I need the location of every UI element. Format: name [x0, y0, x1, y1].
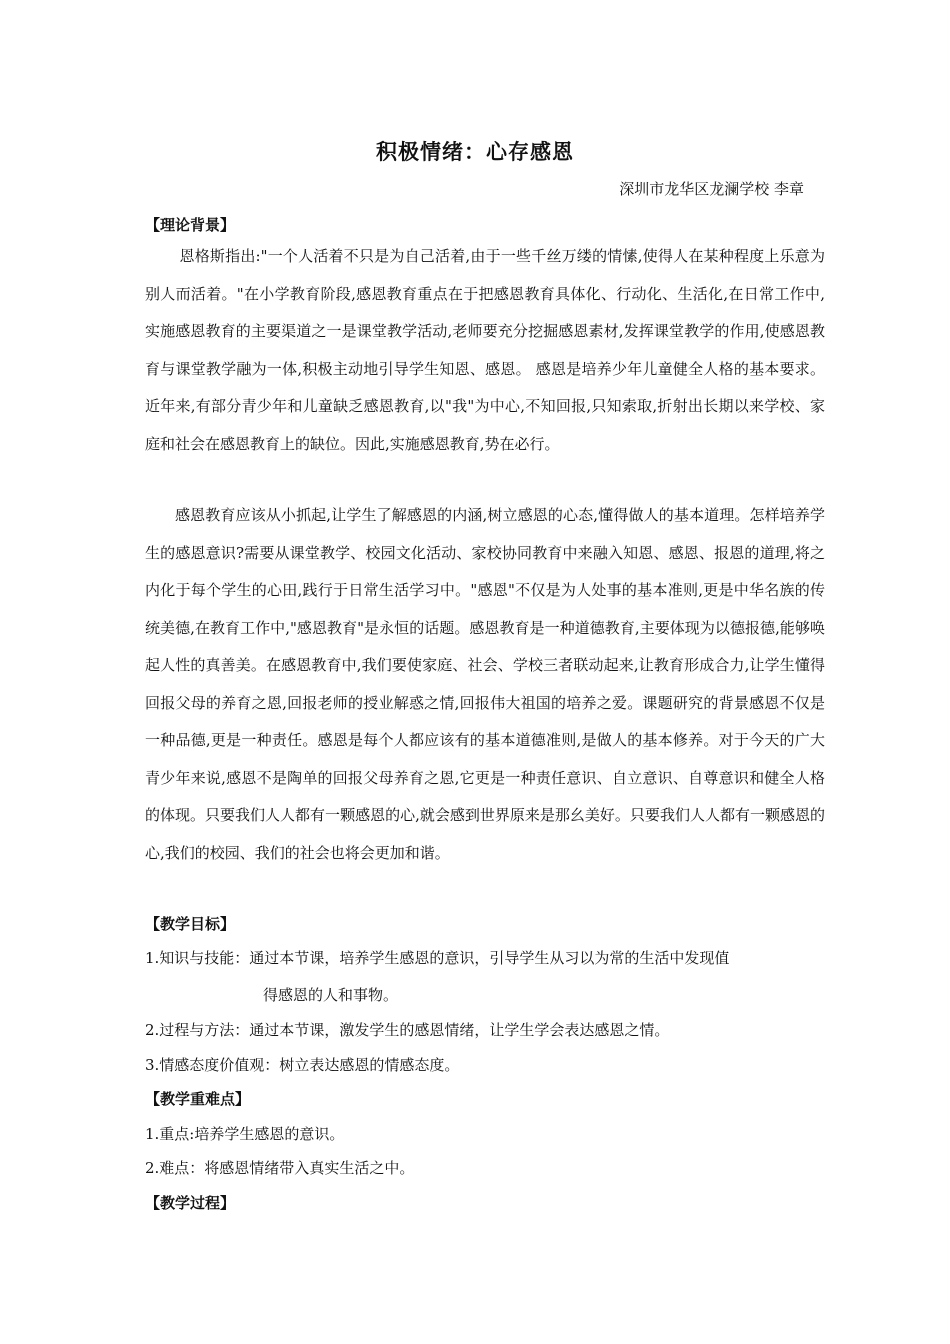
theory-paragraph-2: 感恩教育应该从小抓起,让学生了解感恩的内涵,树立感恩的心态,懂得做人的基本道理。怎样培养学生的感恩意识?需要从课堂教学、校园文化活动、家校协同教育中来融入知恩、感恩、报恩的道理,将之内化于每个学生的心田,践行于日常生活学习中。"感恩"不仅是为人处事的基本准则,更是中华名族的传统美德,在教育工作中,"感恩教育"是永恒的话题。感恩教育是一种道德教育,主要体现为以德报德,能够唤起人性的真善美。在感恩教育中,我们要使家庭、社会、学校三者联动起来,让教育形成合力,让学生懂得回报父母的养育之恩,回报老师的授业解惑之情,回报伟大祖国的培养之爱。课题研究的背景感恩不仅是一种品德,更是一种责任。感恩是每个人都应该有的基本道德准则,是做人的基本修养。对于今天的广大青少年来说,感恩不是陶单的回报父母养育之恩,它更是一种责任意识、自立意识、自尊意识和健全人格的体现。只要我们人人都有一颗感恩的心,就会感到世界原来是那幺美好。只要我们人人都有一颗感恩的心,我们的校园、我们的社会也将会更加和谐。	[145, 506, 825, 862]
section-heading-goals: 【教学目标】	[145, 915, 236, 933]
goal-3: 3.情感态度价值观：树立表达感恩的情感态度。	[145, 1056, 460, 1074]
document-title: 积极情绪：心存感恩	[376, 139, 574, 164]
section-heading-process: 【教学过程】	[145, 1194, 236, 1212]
goal-2: 2.过程与方法：通过本节课，激发学生的感恩情绪，让学生学会表达感恩之情。	[145, 1021, 670, 1039]
goal-1-line-2: 得感恩的人和事物。	[263, 986, 399, 1004]
author-line: 深圳市龙华区龙澜学校 李章	[619, 180, 804, 198]
section-heading-theory: 【理论背景】	[145, 216, 236, 234]
keypoint-1: 1.重点:培养学生感恩的意识。	[145, 1125, 345, 1143]
theory-paragraph-1: 恩格斯指出:"一个人活着不只是为自己活着,由于一些千丝万缕的情愫,使得人在某种程度上乐意为别人而活着。"在小学教育阶段,感恩教育重点在于把感恩教育具体化、行动化、生活化,在日常工作中,实施感恩教育的主要渠道之一是课堂教学活动,老师要充分挖掘感恩素材,发挥课堂教学的作用,使感恩教育与课堂教学融为一体,积极主动地引导学生知恩、感恩。 感恩是培养少年儿童健全人格的基本要求。近年来,有部分青少年和儿童缺乏感恩教育,以"我"为中心,不知回报,只知索取,折射出长期以来学校、家庭和社会在感恩教育上的缺位。因此,实施感恩教育,势在必行。	[145, 247, 825, 453]
goal-1-line-1: 1.知识与技能：通过本节课，培养学生感恩的意识，引导学生从习以为常的生活中发现值	[145, 949, 730, 967]
section-heading-keypoints: 【教学重难点】	[145, 1090, 251, 1108]
keypoint-2: 2.难点：将感恩情绪带入真实生活之中。	[145, 1159, 415, 1177]
